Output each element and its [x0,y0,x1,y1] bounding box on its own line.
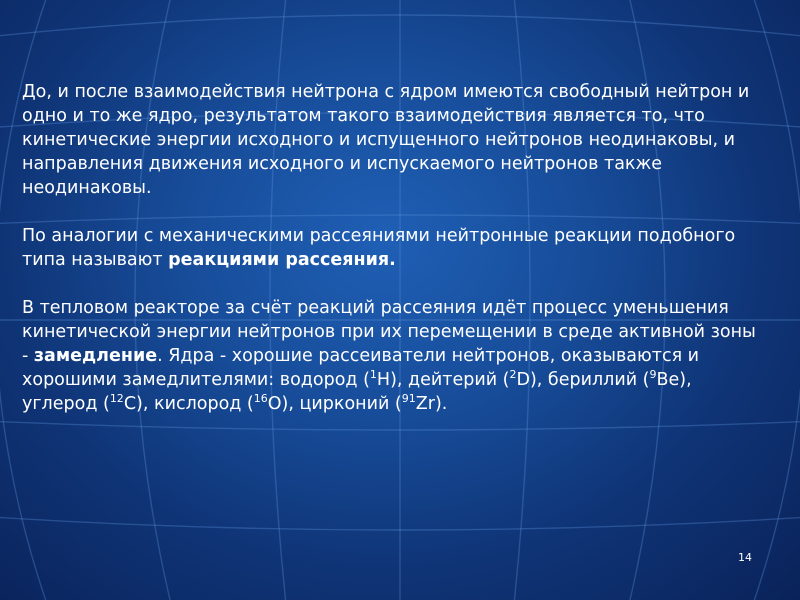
paragraph-text: По аналогии с механическими рассеяниями нейтронные реакции подобного типа называют [22,226,736,270]
isotope-symbol: O [267,394,282,414]
isotope-symbol: C [123,394,137,414]
isotope-symbol: D [516,370,530,390]
slide-body [22,80,762,440]
paragraph-text: ). [434,394,448,414]
isotope-mass: 2 [509,368,517,382]
isotope-mass: 1 [369,368,377,382]
paragraph-scattering-description [22,80,762,200]
page-number: 14 [738,551,752,564]
isotope-symbol: Be [656,370,680,390]
paragraph-text: До, и после взаимодействия нейтрона с ядром имеются свободный нейтрон и одно и то же ядро, результатом такого взаимодействия является то, что кинетические энергии исходного и испущенного нейтронов неодинаковы, и направления движения исходного и испускаемого нейтронов также неодинаковы. [22,82,750,198]
isotope-mass: 16 [253,392,268,406]
paragraph-text: ), бериллий ( [529,370,650,390]
term-moderation: замедление [33,346,158,366]
isotope-mass: 12 [109,392,124,406]
paragraph-text: ), дейтерий ( [390,370,510,390]
paragraph-text: В тепловом реакторе за счёт реакций рассеяния идёт процесс уменьшения кинетической энергии нейтронов при их перемещении в среде активной зоны - [22,298,756,366]
isotope-mass: 9 [649,368,657,382]
paragraph-text: . Ядра - хорошие рассеиватели нейтронов, оказываются и хорошими замедлителями: водород ( [22,346,700,390]
paragraph-text: ), углерод ( [22,370,692,414]
paragraph-moderation [22,296,762,416]
paragraph-text: ), цирконий ( [281,394,402,414]
isotope-symbol: Zr [415,394,435,414]
paragraph-text: ), кислород ( [136,394,254,414]
term-scattering-reactions: реакциями рассеяния. [168,250,396,270]
paragraph-scattering-definition [22,224,762,272]
isotope-mass: 91 [401,392,416,406]
isotope-symbol: H [376,370,391,390]
